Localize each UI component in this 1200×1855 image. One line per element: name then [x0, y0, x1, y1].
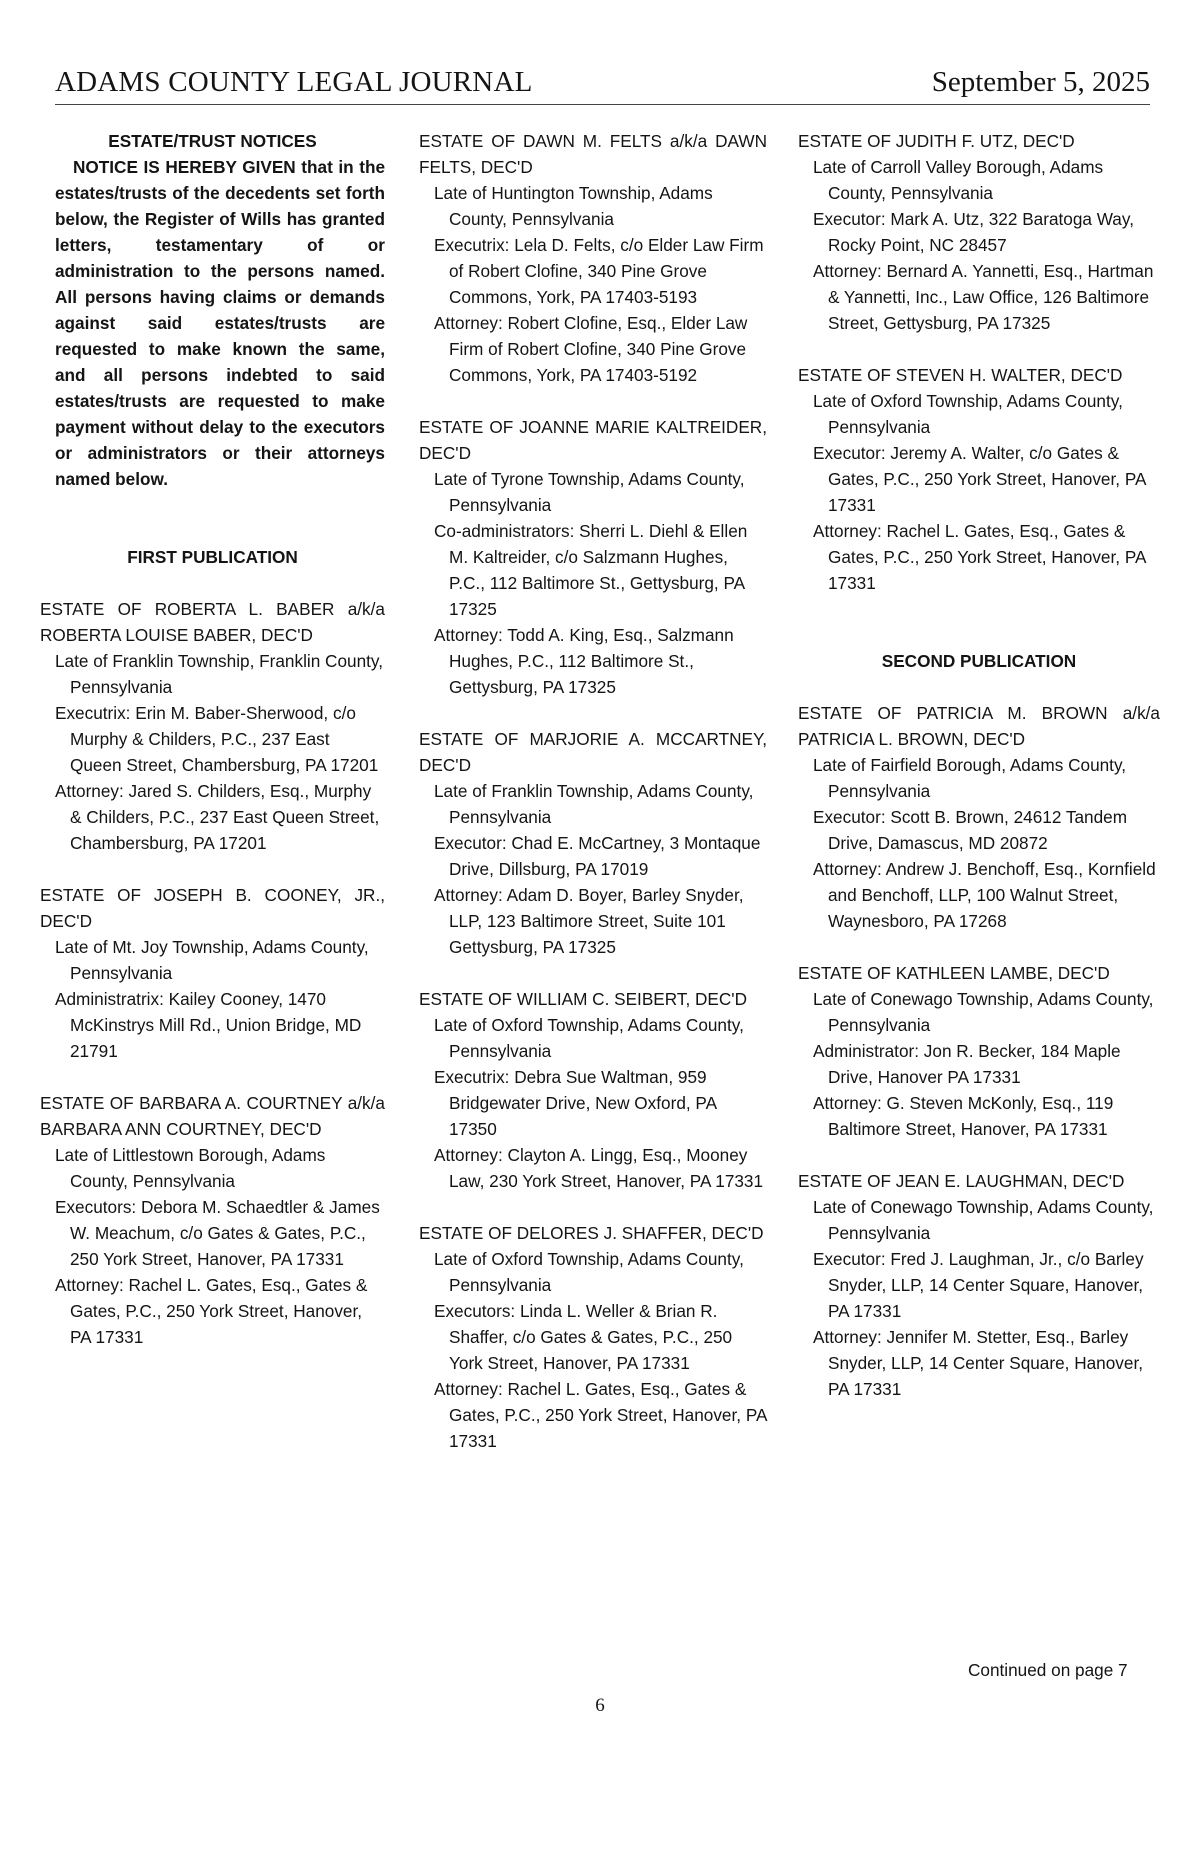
estate-residence: Late of Huntington Township, Adams County, Pennsylvania — [434, 183, 713, 229]
estate-name: ESTATE OF DELORES J. SHAFFER, DEC'D — [419, 1223, 764, 1243]
estate-entry — [798, 700, 1160, 934]
estate-representative: Executrix: Debra Sue Waltman, 959 Bridgewater Drive, New Oxford, PA 17350 — [434, 1067, 717, 1139]
continued-note: Continued on page 7 — [968, 1660, 1128, 1680]
estate-representative: Executor: Chad E. McCartney, 3 Montaque Drive, Dillsburg, PA 17019 — [434, 833, 761, 879]
estate-representative: Administrator: Jon R. Becker, 184 Maple Drive, Hanover PA 17331 — [813, 1041, 1121, 1087]
estate-residence: Late of Carroll Valley Borough, Adams County, Pennsylvania — [813, 157, 1104, 203]
estate-entry — [40, 882, 385, 1064]
estate-attorney: Attorney: Rachel L. Gates, Esq., Gates & Gates, P.C., 250 York Street, Hanover, PA 17331 — [434, 1379, 767, 1451]
estate-name: ESTATE OF STEVEN H. WALTER, DEC'D — [798, 365, 1123, 385]
notice-body: NOTICE IS HEREBY GIVEN that in the estates/trusts of the decedents set forth below, the Register of Wills has granted letters, testamentary of or administration to the persons named. All persons having claims or demands against said estates/trusts are requested to make known the same, and all persons indebted to said estates/trusts are requested to make payment without delay to the executors or administrators or their attorneys named below. — [55, 157, 385, 489]
estate-entry — [798, 1168, 1160, 1402]
estate-representative: Administratrix: Kailey Cooney, 1470 McKinstrys Mill Rd., Union Bridge, MD 21791 — [55, 989, 362, 1061]
estate-name: ESTATE OF JOSEPH B. COONEY, JR., DEC'D — [40, 885, 385, 931]
estate-attorney: Attorney: Todd A. King, Esq., Salzmann Hughes, P.C., 112 Baltimore St., Gettysburg, PA 17325 — [434, 625, 734, 697]
notice-heading: ESTATE/TRUST NOTICES — [108, 131, 317, 151]
estate-residence: Late of Oxford Township, Adams County, Pennsylvania — [813, 391, 1123, 437]
estate-representative: Executors: Linda L. Weller & Brian R. Shaffer, c/o Gates & Gates, P.C., 250 York Street, Hanover, PA 17331 — [434, 1301, 733, 1373]
column-3 — [798, 128, 1160, 1428]
estate-representative: Executor: Mark A. Utz, 322 Baratoga Way, Rocky Point, NC 28457 — [813, 209, 1134, 255]
estate-attorney: Attorney: Rachel L. Gates, Esq., Gates & Gates, P.C., 250 York Street, Hanover, PA 17331 — [813, 521, 1146, 593]
estate-name: ESTATE OF PATRICIA M. BROWN a/k/a PATRICIA L. BROWN, DEC'D — [798, 703, 1160, 749]
estate-name: ESTATE OF MARJORIE A. MCCARTNEY, DEC'D — [419, 729, 767, 775]
estate-representative: Executrix: Lela D. Felts, c/o Elder Law Firm of Robert Clofine, 340 Pine Grove Commons, York, PA 17403-5193 — [434, 235, 764, 307]
estate-residence: Late of Conewago Township, Adams County, Pennsylvania — [813, 989, 1154, 1035]
estate-entry — [419, 1220, 767, 1454]
estate-representative: Co-administrators: Sherri L. Diehl & Ellen M. Kaltreider, c/o Salzmann Hughes, P.C., 112 Baltimore St., Gettysburg, PA 17325 — [434, 521, 748, 619]
page-header — [55, 66, 1150, 105]
estate-attorney: Attorney: Clayton A. Lingg, Esq., Mooney Law, 230 York Street, Hanover, PA 17331 — [434, 1145, 764, 1191]
estate-name: ESTATE OF ROBERTA L. BABER a/k/a ROBERTA LOUISE BABER, DEC'D — [40, 599, 385, 645]
estate-representative: Executors: Debora M. Schaedtler & James W. Meachum, c/o Gates & Gates, P.C., 250 York Street, Hanover, PA 17331 — [55, 1197, 380, 1269]
estate-entry — [40, 1090, 385, 1350]
estate-name: ESTATE OF JEAN E. LAUGHMAN, DEC'D — [798, 1171, 1125, 1191]
estate-entry — [798, 362, 1160, 596]
estate-name: ESTATE OF JUDITH F. UTZ, DEC'D — [798, 131, 1075, 151]
estate-residence: Late of Conewago Township, Adams County, Pennsylvania — [813, 1197, 1154, 1243]
estate-name: ESTATE OF JOANNE MARIE KALTREIDER, DEC'D — [419, 417, 767, 463]
estate-name: ESTATE OF DAWN M. FELTS a/k/a DAWN FELTS, DEC'D — [419, 131, 767, 177]
estate-representative: Executor: Scott B. Brown, 24612 Tandem Drive, Damascus, MD 20872 — [813, 807, 1128, 853]
estate-attorney: Attorney: Jennifer M. Stetter, Esq., Barley Snyder, LLP, 14 Center Square, Hanover, PA 17331 — [813, 1327, 1143, 1399]
estate-entry — [419, 414, 767, 700]
estate-attorney: Attorney: G. Steven McKonly, Esq., 119 Baltimore Street, Hanover, PA 17331 — [813, 1093, 1114, 1139]
estate-entry — [419, 128, 767, 388]
estate-entry — [798, 960, 1160, 1142]
estate-residence: Late of Oxford Township, Adams County, Pennsylvania — [434, 1015, 744, 1061]
page-number: 6 — [595, 1695, 605, 1716]
estate-name: ESTATE OF WILLIAM C. SEIBERT, DEC'D — [419, 989, 747, 1009]
issue-date: September 5, 2025 — [931, 66, 1150, 98]
estate-name: ESTATE OF KATHLEEN LAMBE, DEC'D — [798, 963, 1110, 983]
first-publication-heading: FIRST PUBLICATION — [127, 547, 298, 567]
estate-representative: Executor: Jeremy A. Walter, c/o Gates & Gates, P.C., 250 York Street, Hanover, PA 17331 — [813, 443, 1146, 515]
estate-attorney: Attorney: Bernard A. Yannetti, Esq., Hartman & Yannetti, Inc., Law Office, 126 Baltimore Street, Gettysburg, PA 17325 — [813, 261, 1154, 333]
estate-residence: Late of Littlestown Borough, Adams County, Pennsylvania — [55, 1145, 326, 1191]
estate-name: ESTATE OF BARBARA A. COURTNEY a/k/a BARBARA ANN COURTNEY, DEC'D — [40, 1093, 385, 1139]
column-1 — [40, 128, 385, 1376]
column-2 — [419, 128, 767, 1480]
estate-entry — [419, 726, 767, 960]
journal-title: ADAMS COUNTY LEGAL JOURNAL — [55, 66, 533, 98]
estate-representative: Executrix: Erin M. Baber-Sherwood, c/o Murphy & Childers, P.C., 237 East Queen Street, Chambersburg, PA 17201 — [55, 703, 379, 775]
estate-representative: Executor: Fred J. Laughman, Jr., c/o Barley Snyder, LLP, 14 Center Square, Hanover, PA 17331 — [813, 1249, 1144, 1321]
estate-attorney: Attorney: Jared S. Childers, Esq., Murphy & Childers, P.C., 237 East Queen Street, Chambersburg, PA 17201 — [55, 781, 380, 853]
estate-attorney: Attorney: Adam D. Boyer, Barley Snyder, LLP, 123 Baltimore Street, Suite 101 Gettysburg, PA 17325 — [434, 885, 744, 957]
estate-residence: Late of Fairfield Borough, Adams County, Pennsylvania — [813, 755, 1127, 801]
estate-entry — [798, 128, 1160, 336]
estate-residence: Late of Tyrone Township, Adams County, Pennsylvania — [434, 469, 745, 515]
estate-attorney: Attorney: Andrew J. Benchoff, Esq., Kornfield and Benchoff, LLP, 100 Walnut Street, Waynesboro, PA 17268 — [813, 859, 1156, 931]
estate-attorney: Attorney: Rachel L. Gates, Esq., Gates & Gates, P.C., 250 York Street, Hanover, PA 17331 — [55, 1275, 368, 1347]
estate-residence: Late of Franklin Township, Adams County, Pennsylvania — [434, 781, 754, 827]
estate-residence: Late of Franklin Township, Franklin County, Pennsylvania — [55, 651, 383, 697]
estate-entry — [419, 986, 767, 1194]
estate-residence: Late of Oxford Township, Adams County, Pennsylvania — [434, 1249, 744, 1295]
estate-attorney: Attorney: Robert Clofine, Esq., Elder Law Firm of Robert Clofine, 340 Pine Grove Commons, York, PA 17403-5192 — [434, 313, 748, 385]
estate-entry — [40, 596, 385, 856]
estate-residence: Late of Mt. Joy Township, Adams County, Pennsylvania — [55, 937, 369, 983]
second-publication-heading: SECOND PUBLICATION — [881, 651, 1077, 671]
